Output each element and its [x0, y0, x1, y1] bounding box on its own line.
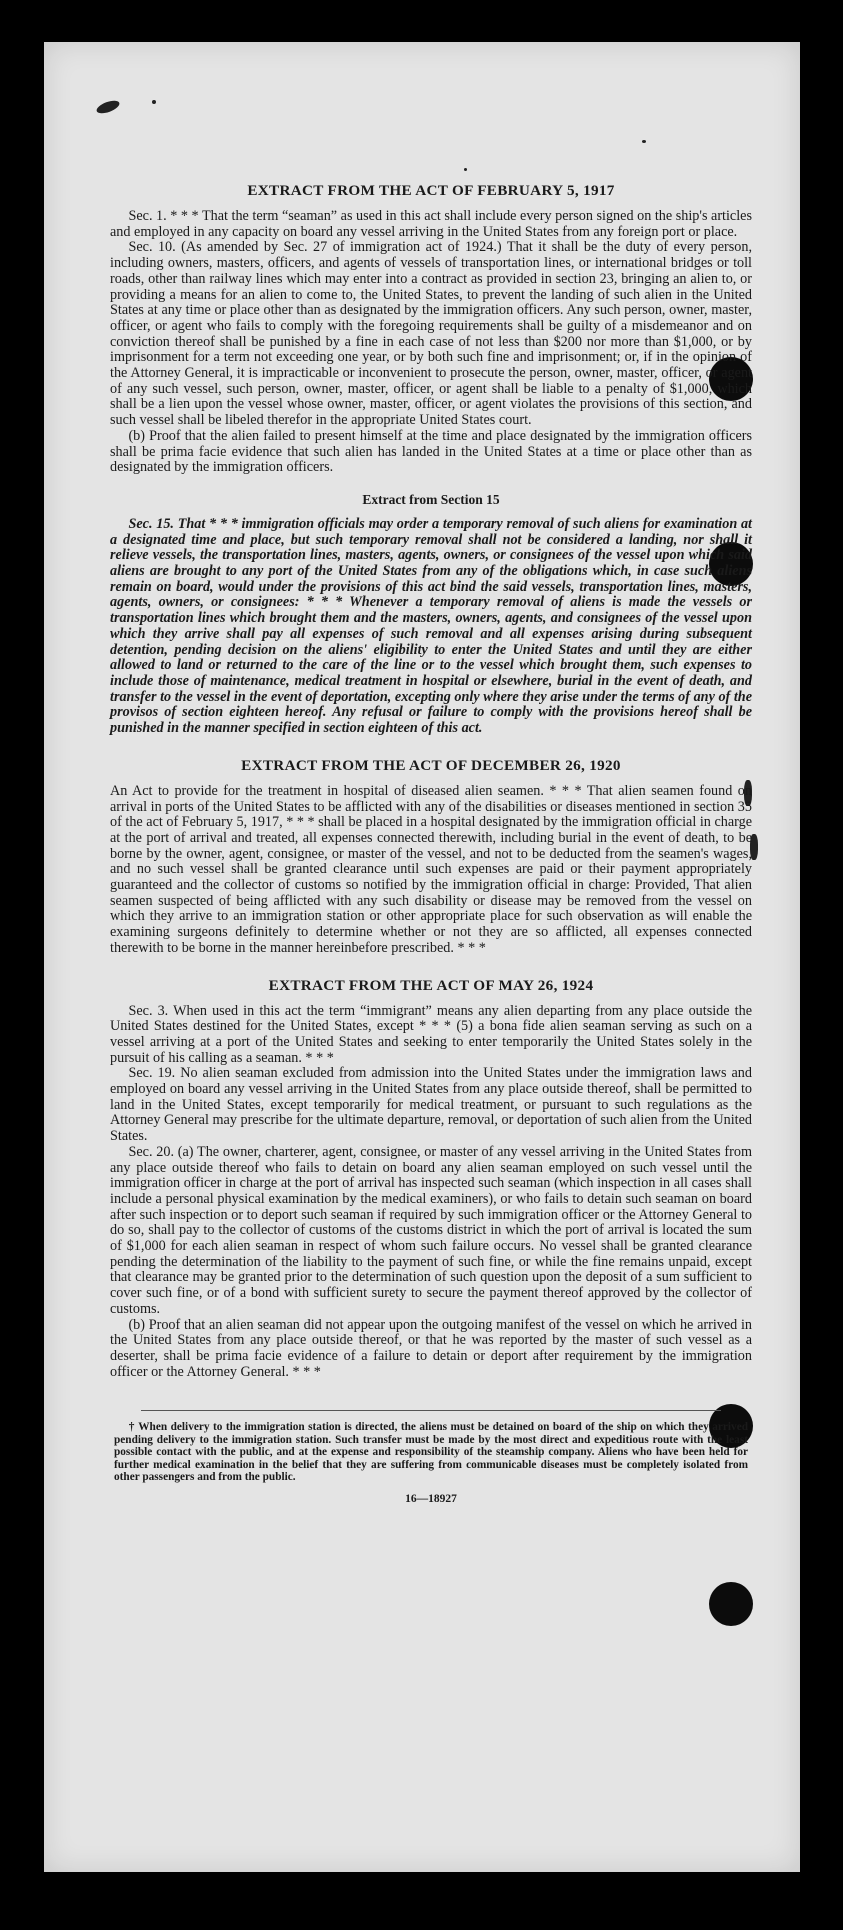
ink-speck: [642, 140, 646, 143]
paragraph: Sec. 10. (As amended by Sec. 27 of immigration act of 1924.) That it shall be the duty of every person, including owners, masters, officers, and agents of vessels of transportation lines, or international bridges or toll roads, other than railway lines which may enter into a contract as provided in section 23, bringing an alien to, or providing a means for an alien to come to, the United States, to prevent the landing of such alien in the United States at any time or place other than as designated by the immigration officers. Any such person, owner, master, officer, or agent who fails to comply with the foregoing requirements shall be guilty of a misdemeanor and on conviction thereof shall be punished by a fine in each case of not less than $200 nor more than $1,000, or by imprisonment for a term not exceeding one year, or by both such fine and imprisonment; or, if in the opinion of the Attorney General, it is impracticable or inconvenient to prosecute the person, owner, master, officer, or agent of any such vessel, such person, owner, master, officer, or agent shall be liable to a penalty of $1,000, which shall be a lien upon the vessel whose owner, master, officer, or agent violates the provisions of this section, and such vessel shall be libeled therefor in the appropriate United States court.: [110, 239, 752, 429]
paragraph: Sec. 19. No alien seaman excluded from admission into the United States under the immigration laws and employed on board any vessel arriving in the United States from any place outside thereof, shall be permitted to land in the United States, except temporarily for medical treatment, or pursuant to such regulations as the Attorney General may prescribe for the ultimate departure, removal, or deportation of such alien from the United States.: [110, 1065, 752, 1145]
footnote-divider: [141, 1410, 721, 1411]
subsection-heading: Extract from Section 15: [362, 491, 500, 507]
document-page: [44, 42, 800, 1872]
document-body: [110, 182, 752, 1505]
section-heading: EXTRACT FROM THE ACT OF MAY 26, 1924: [268, 976, 594, 994]
section-act-1917: [110, 182, 752, 737]
paragraph: An Act to provide for the treatment in hospital of diseased alien seamen. * * * That alien seamen found on arrival in ports of the United States to be afflicted with any of the disabilities or diseases mentioned in section 35 of the act of February 5, 1917, * * * shall be placed in a hospital designated by the immigration official in charge at the port of arrival and treated, all expenses connected therewith, including burial in the event of death, to be borne by the owner, agent, consignee, or master of the vessel, and not to be deducted from the seamen's wages, and no such vessel shall be granted clearance until such expenses are paid or their payment appropriately guaranteed and the collector of customs so notified by the immigration official in charge: Provided, That alien seamen suspected of being afflicted with any such disability or disease may be removed from the vessel on which they arrive to an immigration station or other appropriate place for such observation as will enable the examining surgeons definitely to determine whether or not they are so afflicted, all expenses connected therewith to be borne in the manner hereinbefore prescribed. * * *: [110, 782, 752, 956]
paragraph: Sec. 3. When used in this act the term “immigrant” means any alien departing from any place outside the United States destined for the United States, except * * * (5) a bona fide alien seaman serving as such on a vessel arriving at a port of the United States and seeking to enter temporarily the United States solely in the pursuit of his calling as a seaman. * * *: [110, 1002, 752, 1066]
paragraph: (b) Proof that an alien seaman did not appear upon the outgoing manifest of the vessel on which he arrived in the United States from any place outside thereof, or that he was reported by the master of such vessel as a deserter, shall be prima facie evidence of a failure to detain or deport after requirement by the immigration officer or the Attorney General. * * *: [110, 1316, 752, 1380]
footnote: † When delivery to the immigration station is directed, the aliens must be detained on board of the ship on which they arrived pending delivery to the immigration station. Such transfer must be made by the most direct and expeditious route with the least possible contact with the public, and at the expense and responsibility of the steamship company. Aliens who have been held for further medical examination in the belief that they are suffering from communicable diseases must be completely isolated from other passengers and from the public.: [114, 1421, 748, 1484]
ink-speck: [464, 168, 467, 171]
section-heading: EXTRACT FROM THE ACT OF FEBRUARY 5, 1917: [247, 182, 615, 199]
punch-hole: [709, 1582, 753, 1626]
section-act-1920: [110, 757, 752, 957]
paragraph: (b) Proof that the alien failed to present himself at the time and place designated by the immigration officers shall be prima facie evidence that such alien has landed in the United States at a time or place other than as designated by the immigration officers.: [110, 427, 752, 476]
ink-blot: [95, 98, 121, 116]
italic-paragraph: Sec. 15. That * * * immigration officials may order a temporary removal of such aliens for examination at a designated time and place, but such temporary removal shall not be considered a landing, nor shall it relieve vessels, the transportation lines, masters, agents, owners, or consignees of the vessel upon which said aliens are brought to any port of the United States from any of the obligations which, in case such aliens remain on board, would under the provisions of this act bind the said vessels, transportation lines, masters, agents, owners, or consignees: * * * Whenever a temporary removal of aliens is made the vessels or transportation lines which brought them and the masters, owners, agents, and consignees of the vessel upon which they arrive shall pay all expenses of such removal and all expenses arising during subsequent detention, pending decision on the aliens' eligibility to enter the United States and until they are either allowed to land or returned to the care of the line or to the vessel which brought them, such expenses to include those of maintenance, medical treatment in hospital or elsewhere, burial in the event of death, and transfer to the vessel in the event of deportation, excepting only where they arise under the terms of any of the provisos of section eighteen hereof. Any refusal or failure to comply with the provisions hereof shall be punished in the manner specified in section eighteen of this act.: [110, 515, 752, 737]
section-heading: EXTRACT FROM THE ACT OF DECEMBER 26, 1920: [241, 756, 621, 774]
paragraph: Sec. 1. * * * That the term “seaman” as used in this act shall include every person signed on the ship's articles and employed in any capacity on board any vessel arriving in the United States from any foreign port or place.: [110, 208, 752, 240]
page-number: 16—18927: [405, 1493, 457, 1506]
ink-speck: [152, 100, 156, 104]
section-act-1924: [110, 977, 752, 1381]
paragraph: Sec. 20. (a) The owner, charterer, agent, consignee, or master of any vessel arriving in the United States from any place outside thereof who fails to detain on board any alien seaman employed on such vessel until the immigration officer in charge at the port of arrival has inspected such seaman (which inspection in all cases shall include a personal physical examination by the medical examiners), or who fails to detain such seaman on board after such inspection or to deport such seaman if required by such immigration officer or the Attorney General to do so, shall pay to the collector of customs of the customs district in which the port of arrival is located the sum of $1,000 for each alien seaman in respect of whom such failure occurs. No vessel shall be granted clearance pending the determination of the liability to the payment of such fine, or while the fine remains unpaid, except that clearance may be granted prior to the determination of such question upon the deposit of a sum sufficient to cover such fine, or of a bond with sufficient surety to secure the payment thereof approved by the collector of customs.: [110, 1143, 752, 1317]
